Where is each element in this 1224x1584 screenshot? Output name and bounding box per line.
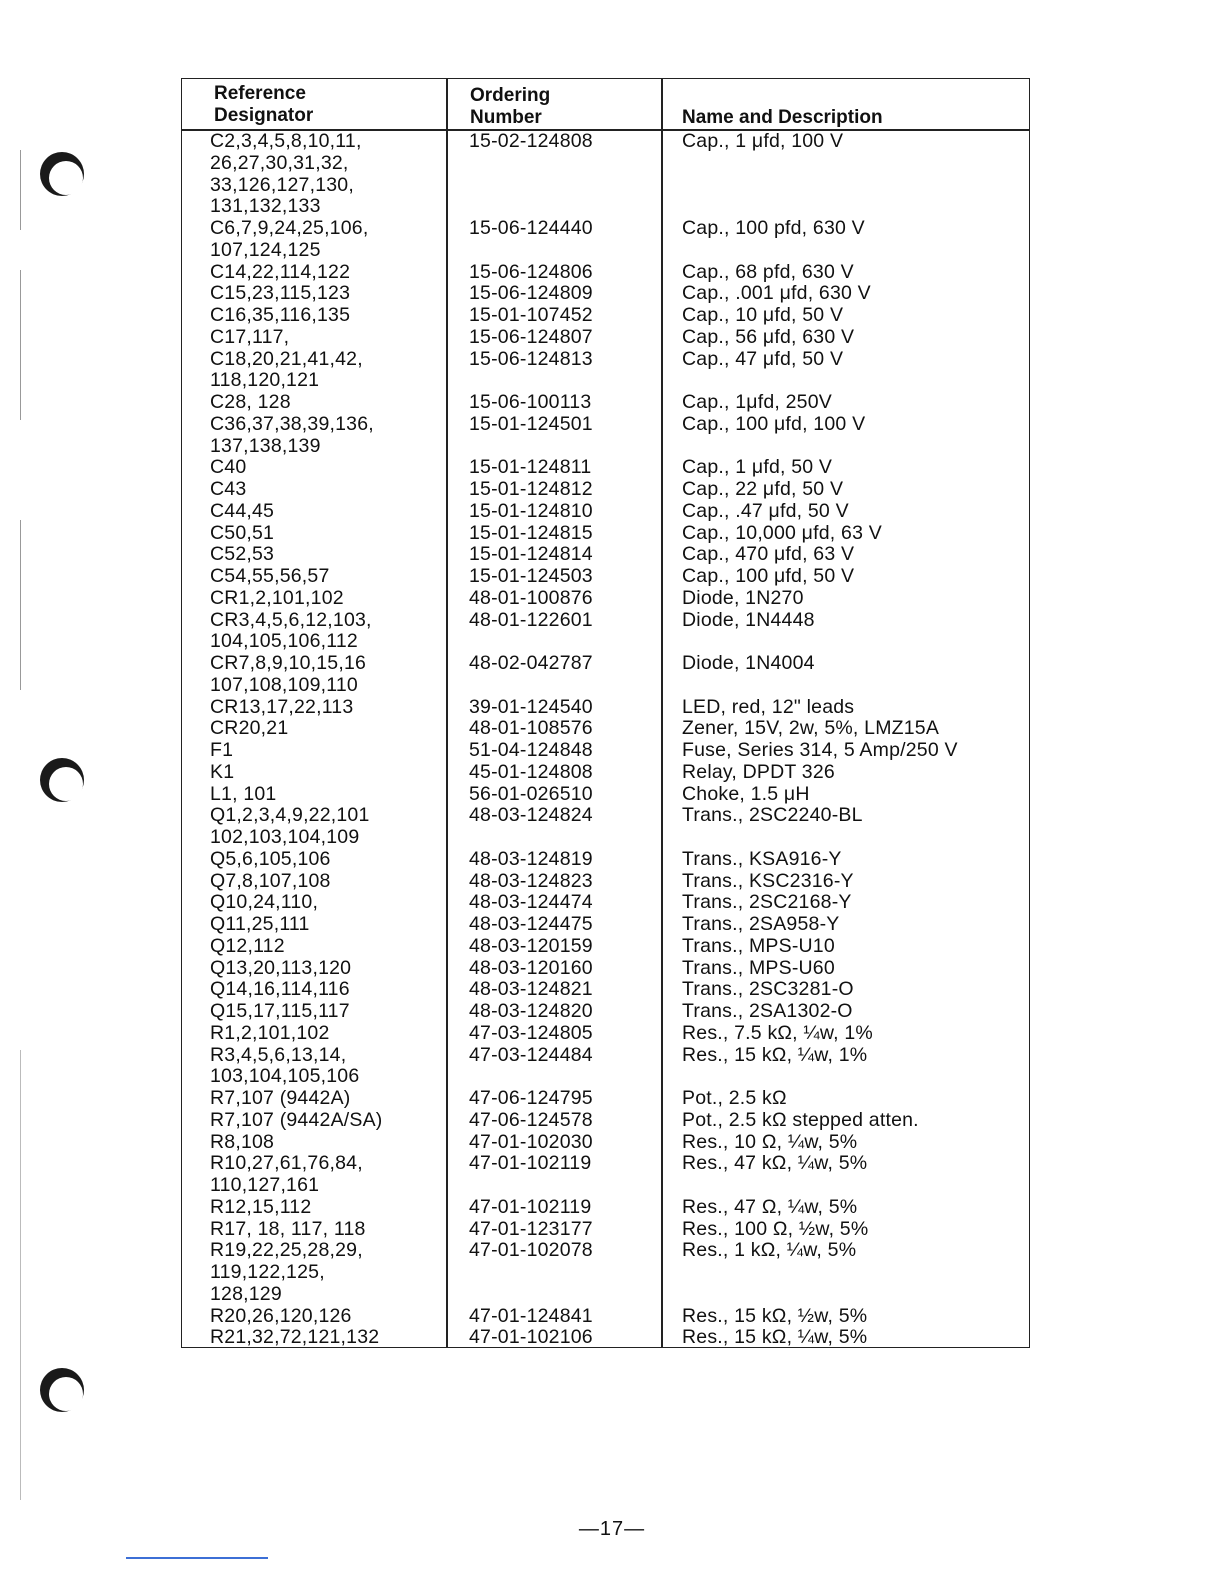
ordering-number-cell: 47-01-102119 xyxy=(469,1152,592,1175)
reference-designator-cell: R17, 18, 117, 118 xyxy=(210,1217,366,1240)
reference-designator-cell: C2,3,4,5,8,10,11, 26,27,30,31,32, 33,126,127,130, 131,132,133 xyxy=(210,130,362,218)
table-row xyxy=(182,501,1029,523)
description-cell: Res., 15 kΩ, ¼w, 5% xyxy=(682,1326,868,1349)
table-row xyxy=(182,958,1029,980)
ordering-number-cell: 15-06-124807 xyxy=(469,325,593,348)
table-row xyxy=(182,457,1029,479)
table-row xyxy=(182,414,1029,458)
table-row xyxy=(182,914,1029,936)
ordering-number-cell: 45-01-124808 xyxy=(469,760,593,783)
table-row xyxy=(182,218,1029,262)
reference-designator-cell: C18,20,21,41,42, 118,120,121 xyxy=(210,347,363,392)
table-row xyxy=(182,610,1029,654)
description-cell: Cap., 1μfd, 250V xyxy=(682,391,832,413)
ordering-number-cell: 47-01-123177 xyxy=(469,1217,593,1240)
margin-mark xyxy=(20,270,21,420)
reference-designator-cell: CR7,8,9,10,15,16 107,108,109,110 xyxy=(210,652,367,696)
reference-designator-cell: R21,32,72,121,132 xyxy=(210,1326,380,1349)
description-cell: Res., 100 Ω, ½w, 5% xyxy=(682,1217,869,1240)
reference-designator-cell: Q12,112 xyxy=(210,934,285,957)
ordering-number-cell: 48-03-120159 xyxy=(469,934,593,957)
reference-designator-cell: R3,4,5,6,13,14, 103,104,105,106 xyxy=(210,1043,360,1088)
reference-designator-cell: R7,107 (9442A) xyxy=(210,1087,351,1109)
description-cell: Pot., 2.5 kΩ xyxy=(682,1087,787,1109)
table-row xyxy=(182,349,1029,393)
ordering-number-cell: 48-03-124475 xyxy=(469,913,593,935)
reference-designator-cell: C14,22,114,122 xyxy=(210,260,351,283)
ordering-number-cell: 48-03-124820 xyxy=(469,1000,593,1022)
footer-rule xyxy=(126,1557,268,1559)
ordering-number-cell: 15-06-124806 xyxy=(469,260,593,283)
reference-designator-cell: C50,51 xyxy=(210,521,275,544)
table-row xyxy=(182,566,1029,588)
table-row xyxy=(182,1001,1029,1023)
ordering-number-cell: 15-01-124501 xyxy=(469,412,593,435)
description-cell: Cap., .47 μfd, 50 V xyxy=(682,499,849,522)
table-row xyxy=(182,892,1029,914)
table-row xyxy=(182,1153,1029,1197)
ordering-number-cell: 48-03-124821 xyxy=(469,978,593,1001)
reference-designator-cell: Q5,6,105,106 xyxy=(210,847,331,870)
header-reference-designator: Reference Designator xyxy=(214,83,314,126)
reference-designator-cell: C44,45 xyxy=(210,499,275,522)
table-row xyxy=(182,544,1029,566)
reference-designator-cell: C43 xyxy=(210,478,247,500)
reference-designator-cell: CR20,21 xyxy=(210,717,289,740)
description-cell: Res., 15 kΩ, ¼w, 1% xyxy=(682,1043,868,1066)
table-row xyxy=(182,392,1029,414)
ordering-number-cell: 48-01-122601 xyxy=(469,608,593,631)
ordering-number-cell: 15-01-124810 xyxy=(469,499,593,522)
description-cell: Res., 1 kΩ, ¼w, 5% xyxy=(682,1239,857,1262)
table-row xyxy=(182,805,1029,849)
ordering-number-cell: 48-02-042787 xyxy=(469,652,593,674)
ordering-number-cell: 47-06-124795 xyxy=(469,1087,593,1109)
reference-designator-cell: Q7,8,107,108 xyxy=(210,869,331,892)
table-row xyxy=(182,762,1029,784)
description-cell: Trans., 2SC2240-BL xyxy=(682,804,863,827)
binder-hole xyxy=(40,1368,84,1412)
reference-designator-cell: C28, 128 xyxy=(210,391,291,413)
reference-designator-cell: CR3,4,5,6,12,103, 104,105,106,112 xyxy=(210,608,372,653)
description-cell: Trans., MPS-U10 xyxy=(682,934,835,957)
reference-designator-cell: C15,23,115,123 xyxy=(210,282,351,305)
ordering-number-cell: 47-06-124578 xyxy=(469,1108,593,1131)
reference-designator-cell: R12,15,112 xyxy=(210,1195,312,1218)
reference-designator-cell: C16,35,116,135 xyxy=(210,304,351,326)
description-cell: Relay, DPDT 326 xyxy=(682,760,835,783)
reference-designator-cell: R20,26,120,126 xyxy=(210,1304,352,1327)
ordering-number-cell: 15-06-124813 xyxy=(469,347,593,370)
description-cell: Trans., 2SA1302-O xyxy=(682,1000,853,1022)
ordering-number-cell: 47-03-124805 xyxy=(469,1021,593,1044)
description-cell: Cap., 10,000 μfd, 63 V xyxy=(682,521,882,544)
table-row xyxy=(182,479,1029,501)
description-cell: Cap., 100 μfd, 100 V xyxy=(682,412,866,435)
ordering-number-cell: 15-02-124808 xyxy=(469,130,593,152)
table-row xyxy=(182,1132,1029,1154)
description-cell: Cap., 1 μfd, 50 V xyxy=(682,456,833,479)
description-cell: Cap., 100 pfd, 630 V xyxy=(682,217,865,239)
reference-designator-cell: C52,53 xyxy=(210,543,275,566)
reference-designator-cell: C17,117, xyxy=(210,325,290,348)
ordering-number-cell: 15-06-100113 xyxy=(469,391,592,413)
ordering-number-cell: 48-01-108576 xyxy=(469,717,593,740)
ordering-number-cell: 15-01-124503 xyxy=(469,565,593,587)
table-row xyxy=(182,305,1029,327)
ordering-number-cell: 48-03-124823 xyxy=(469,869,593,892)
description-cell: Diode, 1N4448 xyxy=(682,608,815,631)
ordering-number-cell: 15-01-124812 xyxy=(469,478,593,500)
description-cell: Trans., KSA916-Y xyxy=(682,847,842,870)
table-row xyxy=(182,849,1029,871)
margin-mark xyxy=(20,1050,21,1500)
table-row xyxy=(182,1023,1029,1045)
description-cell: Res., 10 Ω, ¼w, 5% xyxy=(682,1130,858,1153)
table-row xyxy=(182,523,1029,545)
table-row xyxy=(182,327,1029,349)
ordering-number-cell: 56-01-026510 xyxy=(469,782,593,805)
reference-designator-cell: Q1,2,3,4,9,22,101 102,103,104,109 xyxy=(210,804,370,848)
ordering-number-cell: 47-03-124484 xyxy=(469,1043,593,1066)
table-row xyxy=(182,1088,1029,1110)
margin-mark xyxy=(20,150,21,230)
page-number: —17— xyxy=(578,1518,646,1540)
table-row xyxy=(182,283,1029,305)
description-cell: Trans., 2SC2168-Y xyxy=(682,891,852,914)
reference-designator-cell: L1, 101 xyxy=(210,782,277,805)
reference-designator-cell: Q14,16,114,116 xyxy=(210,978,350,1001)
ordering-number-cell: 15-01-107452 xyxy=(469,304,593,326)
ordering-number-cell: 15-01-124815 xyxy=(469,521,593,544)
description-cell: Trans., KSC2316-Y xyxy=(682,869,854,892)
ordering-number-cell: 39-01-124540 xyxy=(469,695,593,718)
description-cell: Trans., 2SC3281-O xyxy=(682,978,854,1001)
table-row xyxy=(182,1197,1029,1219)
description-cell: Cap., 1 μfd, 100 V xyxy=(682,130,844,152)
table-row xyxy=(182,1240,1029,1305)
reference-designator-cell: CR1,2,101,102 xyxy=(210,586,344,609)
ordering-number-cell: 51-04-124848 xyxy=(469,739,593,761)
table-row xyxy=(182,718,1029,740)
description-cell: Diode, 1N270 xyxy=(682,586,804,609)
ordering-number-cell: 47-01-124841 xyxy=(469,1304,593,1327)
reference-designator-cell: R19,22,25,28,29, 119,122,125, 128,129 xyxy=(210,1239,363,1305)
table-row xyxy=(182,588,1029,610)
reference-designator-cell: C40 xyxy=(210,456,247,479)
ordering-number-cell: 15-01-124814 xyxy=(469,543,593,566)
table-row xyxy=(182,740,1029,762)
table-row xyxy=(182,262,1029,284)
reference-designator-cell: CR13,17,22,113 xyxy=(210,695,354,718)
ordering-number-cell: 48-03-124819 xyxy=(469,847,593,870)
table-row xyxy=(182,871,1029,893)
table-row xyxy=(182,784,1029,806)
description-cell: Diode, 1N4004 xyxy=(682,652,815,674)
reference-designator-cell: R8,108 xyxy=(210,1130,275,1153)
description-cell: Cap., 10 μfd, 50 V xyxy=(682,304,844,326)
description-cell: Cap., 68 pfd, 630 V xyxy=(682,260,854,283)
reference-designator-cell: C6,7,9,24,25,106, 107,124,125 xyxy=(210,217,369,261)
description-cell: Res., 15 kΩ, ½w, 5% xyxy=(682,1304,868,1327)
ordering-number-cell: 15-01-124811 xyxy=(469,456,592,479)
margin-mark xyxy=(20,520,21,690)
description-cell: Pot., 2.5 kΩ stepped atten. xyxy=(682,1108,919,1131)
ordering-number-cell: 48-01-100876 xyxy=(469,586,593,609)
binder-hole xyxy=(40,152,84,196)
reference-designator-cell: R10,27,61,76,84, 110,127,161 xyxy=(210,1152,363,1196)
ordering-number-cell: 15-06-124809 xyxy=(469,282,593,305)
binder-hole xyxy=(40,758,84,802)
table-row xyxy=(182,653,1029,697)
description-cell: Zener, 15V, 2w, 5%, LMZ15A xyxy=(682,717,940,740)
ordering-number-cell: 47-01-102106 xyxy=(469,1326,593,1349)
table-row xyxy=(182,1306,1029,1328)
description-cell: Cap., 470 μfd, 63 V xyxy=(682,543,855,566)
description-cell: Cap., 100 μfd, 50 V xyxy=(682,565,855,587)
description-cell: Cap., 47 μfd, 50 V xyxy=(682,347,844,370)
table-body xyxy=(182,131,1029,1349)
reference-designator-cell: Q11,25,111 xyxy=(210,913,310,935)
reference-designator-cell: F1 xyxy=(210,739,234,761)
description-cell: LED, red, 12" leads xyxy=(682,695,855,718)
description-cell: Fuse, Series 314, 5 Amp/250 V xyxy=(682,739,958,761)
ordering-number-cell: 48-03-124474 xyxy=(469,891,593,914)
reference-designator-cell: R7,107 (9442A/SA) xyxy=(210,1108,383,1131)
description-cell: Trans., 2SA958-Y xyxy=(682,913,840,935)
reference-designator-cell: C54,55,56,57 xyxy=(210,565,330,587)
table-row xyxy=(182,1110,1029,1132)
table-row xyxy=(182,1327,1029,1349)
description-cell: Res., 47 Ω, ¼w, 5% xyxy=(682,1195,858,1218)
table-row xyxy=(182,936,1029,958)
ordering-number-cell: 48-03-120160 xyxy=(469,956,593,979)
description-cell: Res., 47 kΩ, ¼w, 5% xyxy=(682,1152,868,1175)
ordering-number-cell: 47-01-102119 xyxy=(469,1195,592,1218)
table-row xyxy=(182,697,1029,719)
ordering-number-cell: 15-06-124440 xyxy=(469,217,593,239)
reference-designator-cell: Q10,24,110, xyxy=(210,891,319,914)
table-row xyxy=(182,1219,1029,1241)
table-row xyxy=(182,979,1029,1001)
reference-designator-cell: C36,37,38,39,136, 137,138,139 xyxy=(210,412,374,457)
reference-designator-cell: Q13,20,113,120 xyxy=(210,956,352,979)
ordering-number-cell: 47-01-102030 xyxy=(469,1130,593,1153)
description-cell: Choke, 1.5 μH xyxy=(682,782,810,805)
ordering-number-cell: 48-03-124824 xyxy=(469,804,593,827)
parts-list-table xyxy=(181,78,1030,1348)
description-cell: Res., 7.5 kΩ, ¼w, 1% xyxy=(682,1021,873,1044)
reference-designator-cell: R1,2,101,102 xyxy=(210,1021,330,1044)
description-cell: Cap., 22 μfd, 50 V xyxy=(682,478,844,500)
table-row xyxy=(182,131,1029,218)
description-cell: Cap., .001 μfd, 630 V xyxy=(682,282,871,305)
header-ordering-number: Ordering Number xyxy=(470,85,551,128)
header-name-description: Name and Description xyxy=(682,107,883,128)
ordering-number-cell: 47-01-102078 xyxy=(469,1239,593,1262)
description-cell: Cap., 56 μfd, 630 V xyxy=(682,325,855,348)
description-cell: Trans., MPS-U60 xyxy=(682,956,835,979)
reference-designator-cell: Q15,17,115,117 xyxy=(210,1000,350,1022)
table-row xyxy=(182,1045,1029,1089)
reference-designator-cell: K1 xyxy=(210,760,235,783)
